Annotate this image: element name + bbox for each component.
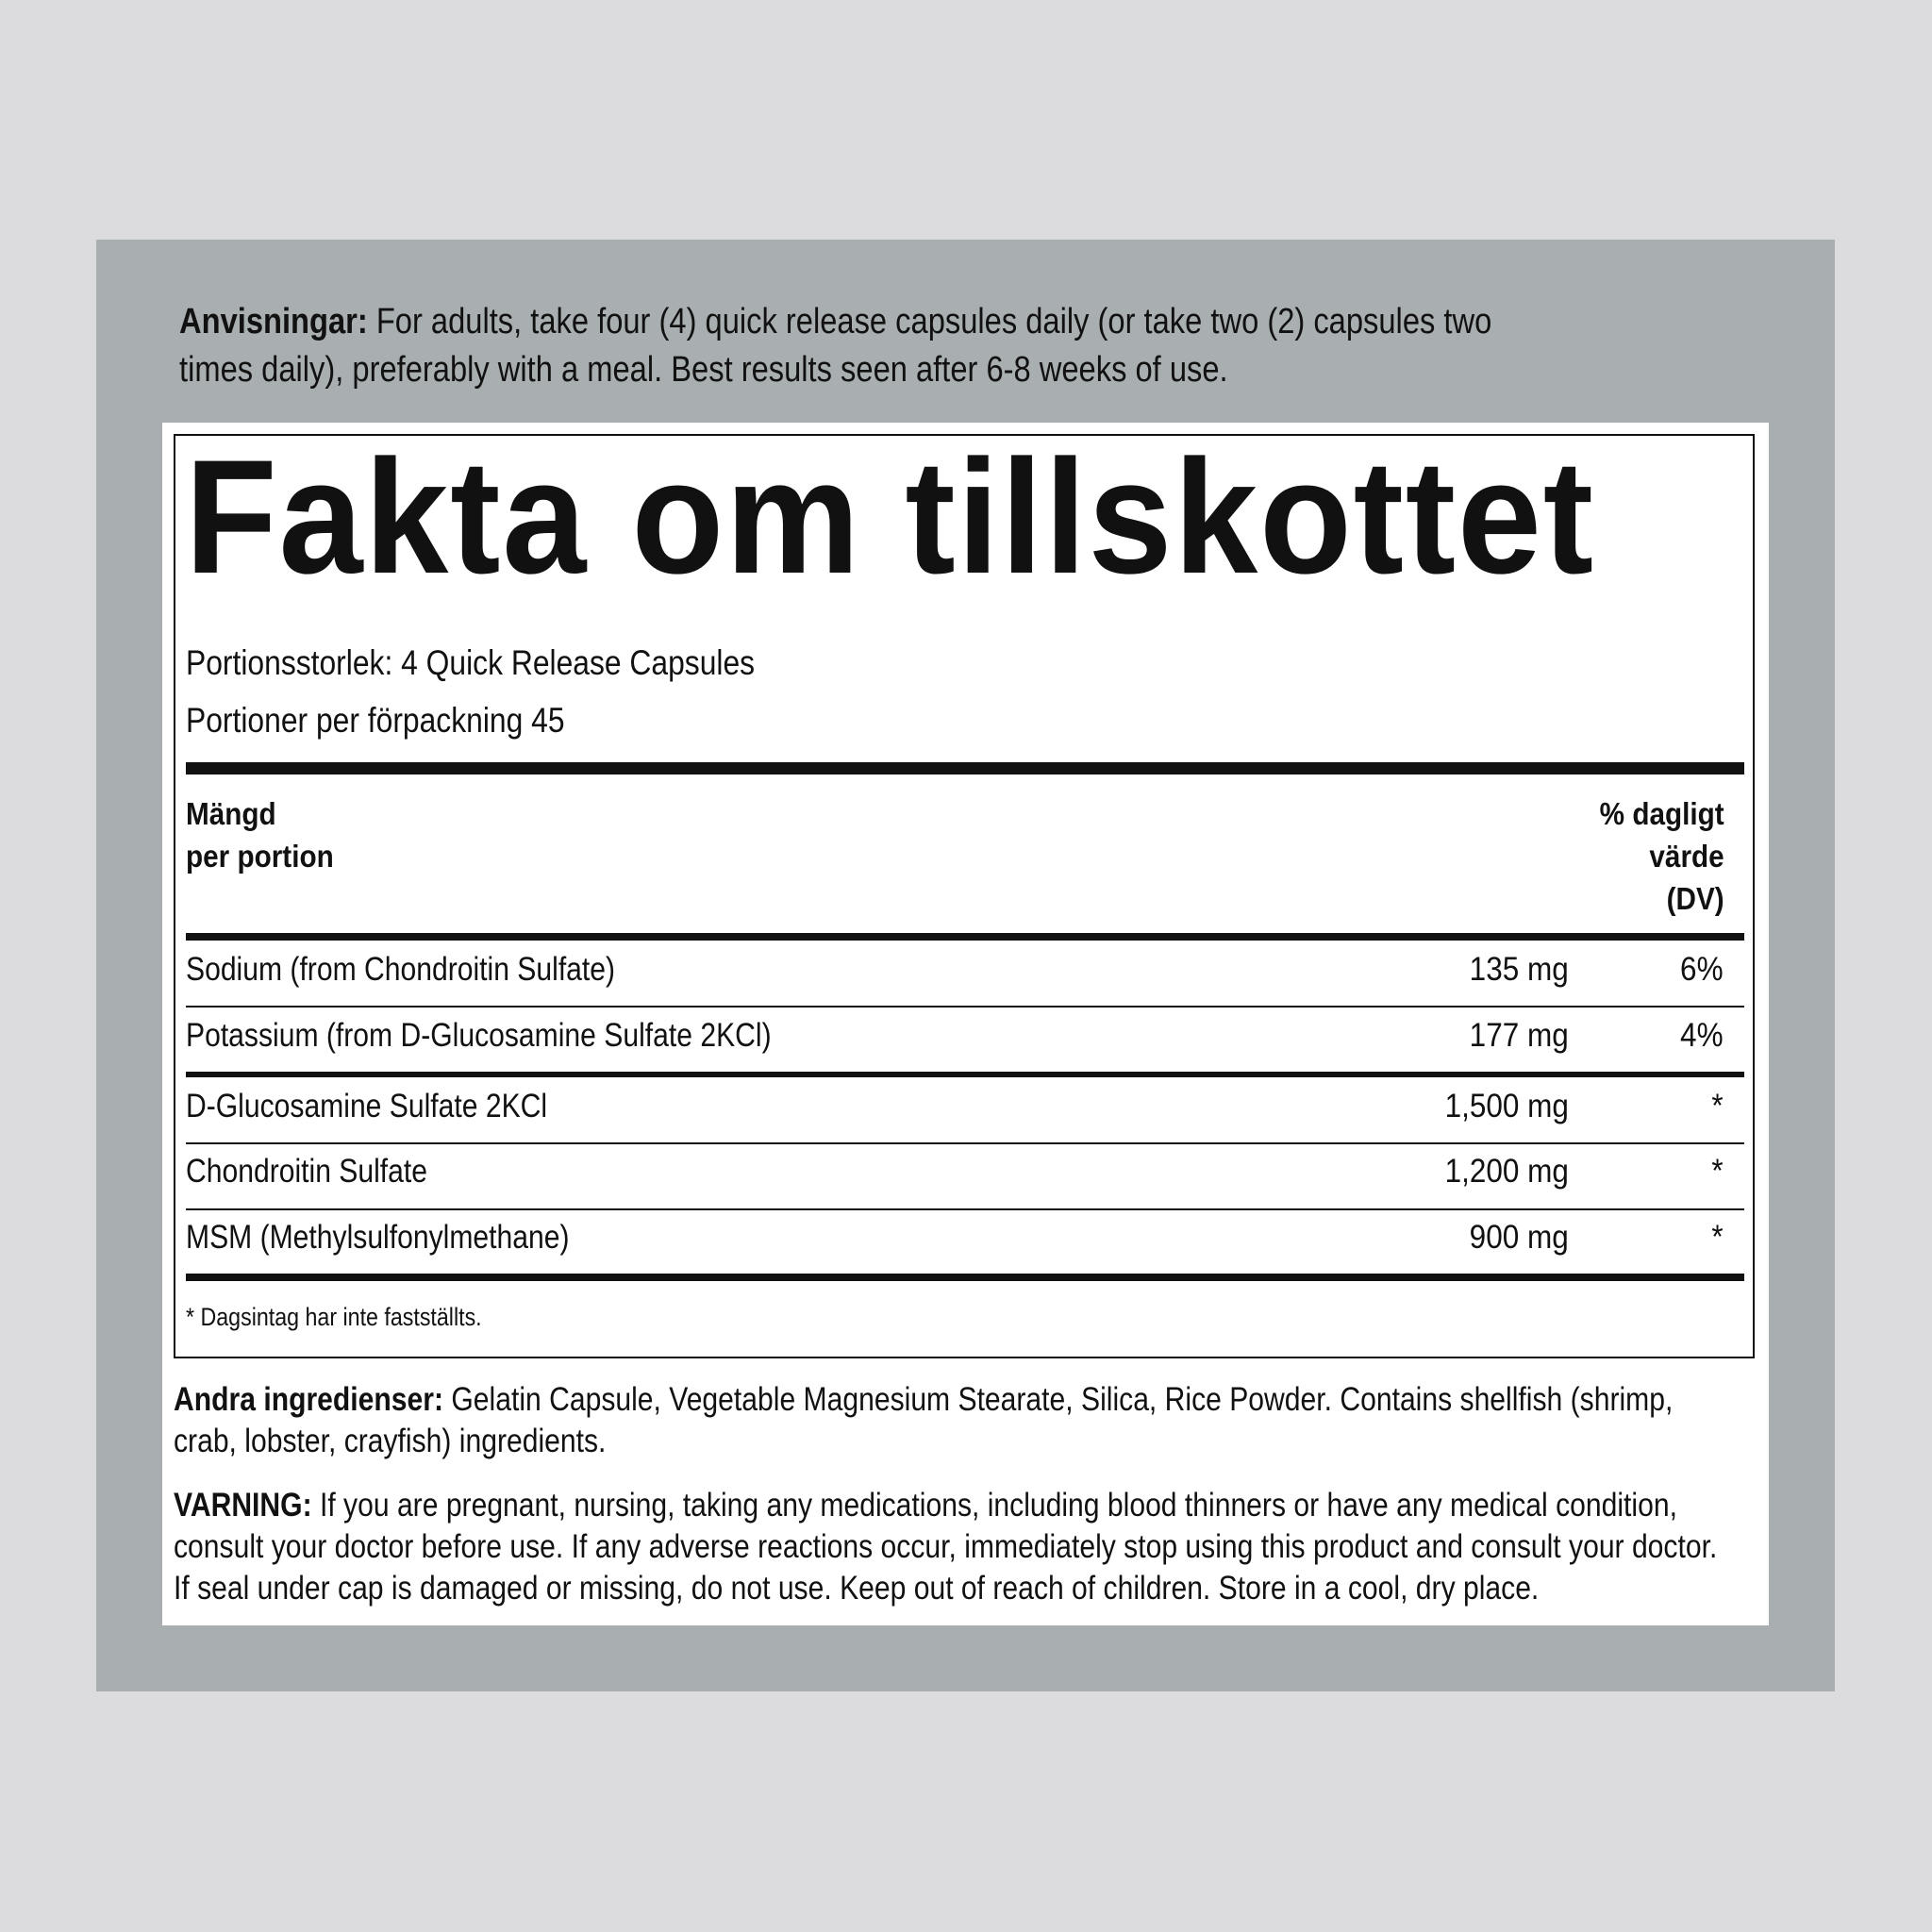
nutrient-daily-value: * [1711, 1153, 1724, 1190]
ingredients-body: Gelatin Capsule, Vegetable Magnesium Stearate, Silica, Rice Powder. Contains shellfish (shrimp, crab, lobster, crayfish) ingredients. [174, 1381, 1674, 1459]
serving-size: Portionsstorlek: 4 Quick Release Capsules [186, 643, 756, 682]
nutrient-amount: 900 mg [1469, 1219, 1569, 1256]
nutrient-daily-value: 6% [1680, 951, 1724, 988]
nutrient-name: Chondroitin Sulfate [186, 1153, 428, 1190]
table-row [186, 1003, 1744, 1069]
nutrient-name: Potassium (from D-Glucosamine Sulfate 2KCl) [186, 1017, 772, 1054]
nutrient-amount: 1,200 mg [1444, 1153, 1569, 1190]
nutrient-daily-value: * [1711, 1088, 1724, 1124]
nutrient-name: D-Glucosamine Sulfate 2KCl [186, 1088, 548, 1124]
nutrient-amount: 177 mg [1469, 1017, 1569, 1054]
daily-value-footnote: * Dagsintag har inte fastställts. [186, 1303, 482, 1331]
header-right-line1: % dagligt [1599, 796, 1724, 831]
thick-divider-top [186, 762, 1744, 774]
header-right-line3: (DV) [1666, 881, 1724, 916]
directions-body: For adults, take four (4) quick release capsules daily (or take two (2) capsules two times daily), preferably with a meal. Best results seen after 6-8 weeks of use. [179, 302, 1492, 390]
directions-text [179, 298, 1509, 394]
nutrient-name: Sodium (from Chondroitin Sulfate) [186, 951, 616, 988]
facts-title: Fakta om tillskottet [185, 426, 1595, 608]
table-row [186, 1074, 1744, 1140]
warning-body: If you are pregnant, nursing, taking any medications, including blood thinners or have any medical condition, consult your doctor before use. If any adverse reactions occur, immediately stop using this product and consult your doctor. If seal under cap is damaged or missing, do not use. Keep out of reach of children. Store in a cool, dry place. [174, 1487, 1718, 1607]
header-left-line2: per portion [186, 839, 334, 874]
table-row [186, 937, 1744, 1003]
nutrient-amount: 135 mg [1469, 951, 1569, 988]
header-right-line2: värde [1649, 839, 1724, 874]
amount-per-serving-header [186, 792, 334, 877]
nutrient-name: MSM (Methylsulfonylmethane) [186, 1219, 570, 1256]
nutrient-daily-value: 4% [1680, 1017, 1724, 1054]
nutrient-amount: 1,500 mg [1444, 1088, 1569, 1124]
table-row [186, 1139, 1744, 1205]
nutrient-daily-value: * [1711, 1219, 1724, 1256]
servings-per-container: Portioner per förpackning 45 [186, 701, 565, 740]
ingredients-label: Andra ingredienser: [174, 1381, 444, 1418]
warning-text [174, 1485, 1731, 1609]
header-left-line1: Mängd [186, 796, 276, 831]
other-ingredients [174, 1379, 1731, 1462]
table-row [186, 1205, 1744, 1271]
directions-label: Anvisningar: [179, 302, 368, 341]
warning-label: VARNING: [174, 1487, 312, 1524]
thick-divider-bottom [186, 1274, 1744, 1281]
daily-value-header [1600, 792, 1724, 920]
